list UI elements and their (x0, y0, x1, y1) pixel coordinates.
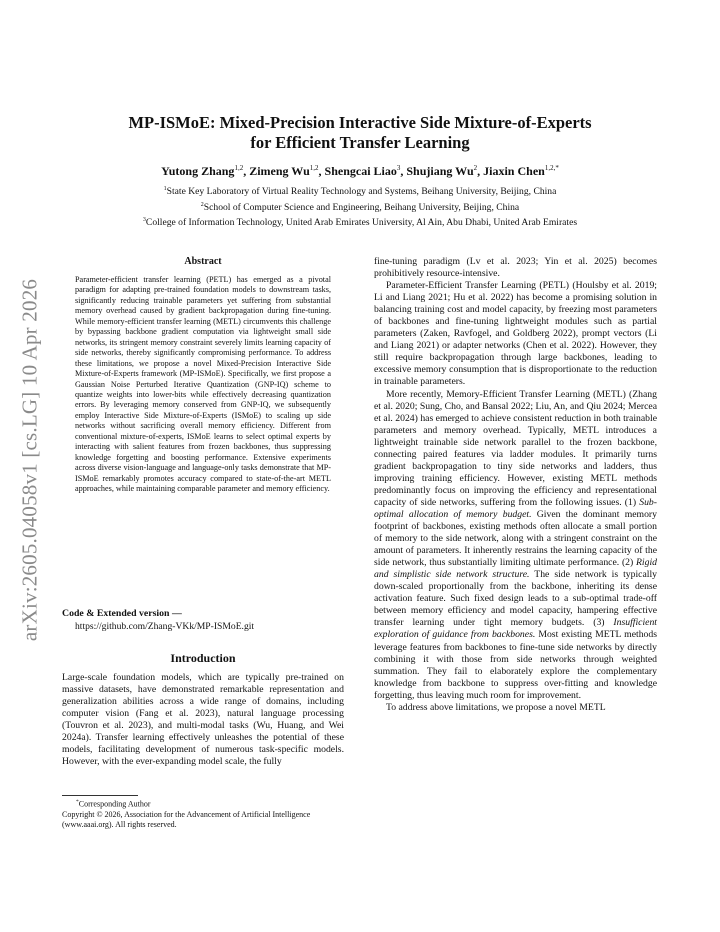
copyright-notice: Copyright © 2026, Association for the Advancement of Artificial Intelligence (www.aaai.org). All rights reserved. (62, 809, 311, 829)
body-paragraph: Parameter-Efficient Transfer Learning (PETL) (Houlsby et al. 2019; Li and Liang 2021; Hu et al. 2022) has become a promising solution in balancing training cost and model capacity, by freezing most parameters of backbones and fine-tuning lightweight modules such as partial parameters (Zaken, Ravfogel, and Goldberg 2022), prompt vectors (Li and Liang 2021) or adapter networks (Chen et al. 2022). However, they still require backpropagation through large backbones, leading to excessive memory consumption that is disproportionate to the reduction in trainable parameters. (374, 280, 657, 388)
author: Yutong Zhang$^{1,2}$, (161, 164, 250, 178)
right-column (374, 256, 657, 714)
author: Shujiang Wu$^2$, (406, 164, 484, 178)
body-paragraph: To address above limitations, we propose a novel METL (386, 701, 606, 713)
code-heading: Code & Extended version — (62, 608, 182, 619)
affiliations (60, 183, 660, 230)
introduction-heading: Introduction (170, 651, 236, 665)
arxiv-stamp (8, 250, 52, 670)
abstract-heading: Abstract (184, 256, 222, 267)
arxiv-identifier: arXiv:2605.04058v1 [cs.LG] 10 Apr 2026 (17, 278, 42, 642)
footnote (62, 797, 344, 830)
affiliation: $^1$State Key Laboratory of Virtual Reality Technology and Systems, Beihang University, Beijing, China (163, 186, 557, 198)
author: Zimeng Wu$^{1,2}$, (249, 164, 325, 178)
author: Jiaxin Chen$^{1,2,*}$ (483, 164, 559, 178)
corresponding-author-note: *Corresponding Author (76, 799, 151, 809)
introduction-paragraph: Large-scale foundation models, which are typically pre-trained on massive datasets, have demonstrated remarkable representation and generalization abilities across a wide range of domains, including computer vision (Fang et al. 2023), natural language processing (Touvron et al. 2023), and multi-modal tasks (Wu, Huang, and Wei 2024a). Transfer learning effectively unleashes the potential of these models, facilitating development of numerous task-specific models. However, with the ever-expanding model scale, the fully (62, 672, 344, 768)
author-list (60, 164, 660, 179)
body-paragraph: More recently, Memory-Efficient Transfer Learning (METL) (Zhang et al. 2020; Sung, Cho, and Bansal 2022; Liu, An, and Qiu 2024; Mercea et al. 2024) has emerged to achieve consistent reduction in both trainable parameters and memory overhead. Typically, METL introduces a lightweight trainable side network parallel to the frozen backbone, connecting paired features via ladder modules. It primarily turns gradient backpropagation to tiny side networks and ladders, thus improving training efficiency. However, existing METL methods predominantly focus on improving the efficiency and representational capacity of side networks, suffering from the following issues. (1) Sub-optimal allocation of memory budget. Given the dominant memory footprint of backbones, existing methods often allocate a small portion of memory to the side network, along with a stringent constraint on the amount of parameters. It inherently restrains the learning capacity of the side network, thus substantially limiting ultimate performance. (2) Rigid and simplistic side network structure. The side network is typically down-scaled proportionally from the backbone, inheriting its dense activation feature. Such fixed design leads to a sub-optimal trade-off between memory efficiency and model capacity, hampering effective transfer learning under tight memory budgets. (3) Insufficient exploration of guidance from backbones. Most existing METL methods leverage features from backbones to fine-tune side networks by directly combining it with those from side networks through weighted summation. They fail to elaborately explore the complementary knowledge from backbone to suppress over-fitting and knowledge forgetting, thus leaving much room for improvement. (374, 388, 658, 701)
abstract-body: Parameter-efficient transfer learning (PETL) has emerged as a pivotal paradigm for adapting pre-trained foundation models to downstream tasks, significantly reducing trainable parameters yet suffering from substantial memory overhead caused by gradient backpropagation during fine-tuning. While memory-efficient transfer learning (METL) circumvents this challenge by bypassing backbone gradient computation via lightweight small side networks, its stringent memory constraint severely limits learning capacity of side networks, thereby significantly compromising performance. To address these limitations, we propose a novel Mixed-Precision Interactive Side Mixture-of-Experts framework (MP-ISMoE). Specifically, we first propose a Gaussian Noise Perturbed Iterative Quantization (GNP-IQ) scheme to quantize weights into lower-bits while effectively decreasing quantization errors. By leveraging memory conserved from GNP-IQ, we subsequently employ Interactive Side Mixture-of-Experts (ISMoE) to scaling up side networks without sacrificing overall memory efficiency. Different from conventional mixture-of-experts, ISMoE learns to select optimal experts by interacting with salient features from frozen backbones, thus suppressing knowledge forgetting and boosting performance. Extensive experiments across diverse vision-language and language-only tasks demonstrate that MP-ISMoE remarkably promotes accuracy compared to state-of-the-art METL approaches, while maintaining comparable parameter and memory efficiency. (75, 275, 331, 494)
title-line-1: MP-ISMoE: Mixed-Precision Interactive Side Mixture-of-Experts (128, 113, 592, 132)
paper-title (60, 113, 660, 153)
body-paragraph: fine-tuning paradigm (Lv et al. 2023; Yin et al. 2025) becomes prohibitively resource-intensive. (374, 256, 657, 280)
title-line-2: for Efficient Transfer Learning (250, 133, 470, 152)
author: Shengcai Liao$^3$, (324, 164, 407, 178)
code-link[interactable]: https://github.com/Zhang-VKk/MP-ISMoE.git (75, 621, 255, 632)
affiliation: $^3$College of Information Technology, United Arab Emirates University, Al Ain, Abu Dhabi, United Arab Emirates (142, 217, 578, 229)
affiliation: $^2$School of Computer Science and Engineering, Beihang University, Beijing, China (200, 201, 520, 213)
footnote-rule (62, 795, 138, 796)
